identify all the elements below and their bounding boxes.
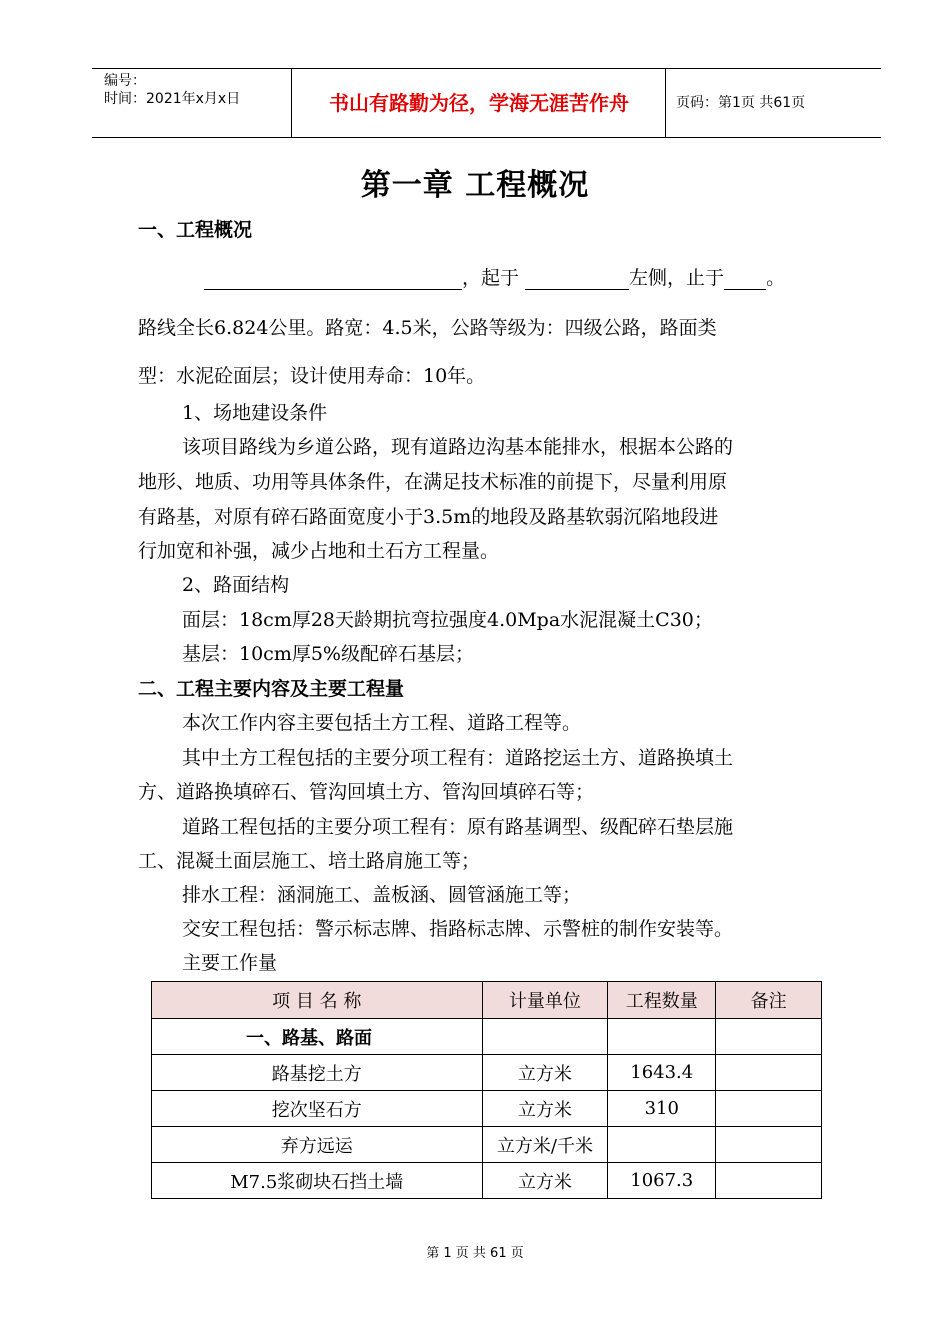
content-line-3: 方、道路换填碎石、管沟回填土方、管沟回填碎石等； xyxy=(138,781,595,803)
blank-road-name xyxy=(204,269,462,290)
qty-cell: 1067.3 xyxy=(608,1163,716,1199)
page-header xyxy=(92,68,881,138)
content-line-8: 主要工作量 xyxy=(182,952,278,974)
content-line-7: 交安工程包括：警示标志牌、指路标志牌、示警桩的制作安装等。 xyxy=(182,918,734,940)
blank-end xyxy=(724,269,766,290)
unit-cell: 立方米 xyxy=(482,1055,608,1091)
pavement-base: 基层：10cm厚5%级配碎石基层； xyxy=(182,643,474,665)
content-line-5: 工、混凝土面层施工、培土路肩施工等； xyxy=(138,850,481,872)
chapter-title: 第一章 工程概况 xyxy=(360,168,590,203)
item-name-cell: 弃方远运 xyxy=(152,1127,483,1163)
table-row xyxy=(152,1055,822,1091)
page-footer: 第 1 页 共 61 页 xyxy=(426,1246,524,1261)
table-header-row xyxy=(152,982,822,1019)
site-line-1: 该项目路线为乡道公路，现有道路边沟基本能排水，根据本公路的 xyxy=(182,436,734,458)
item-name-cell: 挖次坚石方 xyxy=(152,1091,483,1127)
content-line-6: 排水工程：涵洞施工、盖板涵、圆管涵施工等； xyxy=(182,884,582,906)
header-meta xyxy=(92,69,292,137)
note-cell xyxy=(716,1055,822,1091)
site-heading: 1、场地建设条件 xyxy=(182,402,328,424)
intro-line-3: 型：水泥砼面层；设计使用寿命：10年。 xyxy=(138,365,486,387)
table-row xyxy=(152,1127,822,1163)
content-line-2: 其中土方工程包括的主要分项工程有：道路挖运土方、道路换填土 xyxy=(182,747,734,769)
site-line-2: 地形、地质、功用等具体条件，在满足技术标准的前提下，尽量利用原 xyxy=(138,471,728,493)
table-cell xyxy=(716,1019,822,1055)
qty-cell: 1643.4 xyxy=(608,1055,716,1091)
section-heading-content: 二、工程主要内容及主要工程量 xyxy=(138,678,405,700)
item-name-cell: 路基挖土方 xyxy=(152,1055,483,1091)
col-header-unit: 计量单位 xyxy=(482,982,608,1019)
content-line-1: 本次工作内容主要包括土方工程、道路工程等。 xyxy=(182,712,582,734)
col-header-note: 备注 xyxy=(716,982,822,1019)
intro-from: ，起于 xyxy=(462,267,526,289)
blank-start xyxy=(525,269,629,290)
qty-cell xyxy=(608,1127,716,1163)
quantity-table xyxy=(151,981,822,1199)
section-heading-overview: 一、工程概况 xyxy=(138,219,253,241)
time-label: 时间：2021年x月x日 xyxy=(104,91,241,107)
section-cell: 一、路基、路面 xyxy=(152,1019,483,1055)
table-cell xyxy=(482,1019,608,1055)
note-cell xyxy=(716,1091,822,1127)
table-cell xyxy=(608,1019,716,1055)
site-line-3: 有路基，对原有碎石路面宽度小于3.5m的地段及路基软弱沉陷地段进 xyxy=(138,506,719,528)
table-row xyxy=(152,1091,822,1127)
number-label: 编号： xyxy=(104,73,146,89)
intro-left: 左侧，止于 xyxy=(629,267,725,289)
unit-cell: 立方米/千米 xyxy=(482,1127,608,1163)
qty-cell: 310 xyxy=(608,1091,716,1127)
unit-cell: 立方米 xyxy=(482,1091,608,1127)
col-header-qty: 工程数量 xyxy=(608,982,716,1019)
table-section-row xyxy=(152,1019,822,1055)
header-page-info: 页码：第1页 共61页 xyxy=(676,95,806,111)
pavement-surface: 面层：18cm厚28天龄期抗弯拉强度4.0Mpa水泥混凝土C30； xyxy=(182,609,713,631)
table-row xyxy=(152,1163,822,1199)
item-name-cell: M7.5浆砌块石挡土墙 xyxy=(152,1163,483,1199)
intro-end: 。 xyxy=(766,267,786,289)
content-line-4: 道路工程包括的主要分项工程有：原有路基调型、级配碎石垫层施 xyxy=(182,816,734,838)
header-motto: 书山有路勤为径，学海无涯苦作舟 xyxy=(293,69,666,137)
note-cell xyxy=(716,1127,822,1163)
unit-cell: 立方米 xyxy=(482,1163,608,1199)
col-header-name: 项 目 名 称 xyxy=(152,982,483,1019)
note-cell xyxy=(716,1163,822,1199)
pavement-heading: 2、路面结构 xyxy=(182,574,290,596)
intro-line-1 xyxy=(204,263,785,290)
site-line-4: 行加宽和补强，减少占地和土石方工程量。 xyxy=(138,540,500,562)
intro-line-2: 路线全长6.824公里。路宽：4.5米，公路等级为：四级公路，路面类 xyxy=(138,317,717,339)
